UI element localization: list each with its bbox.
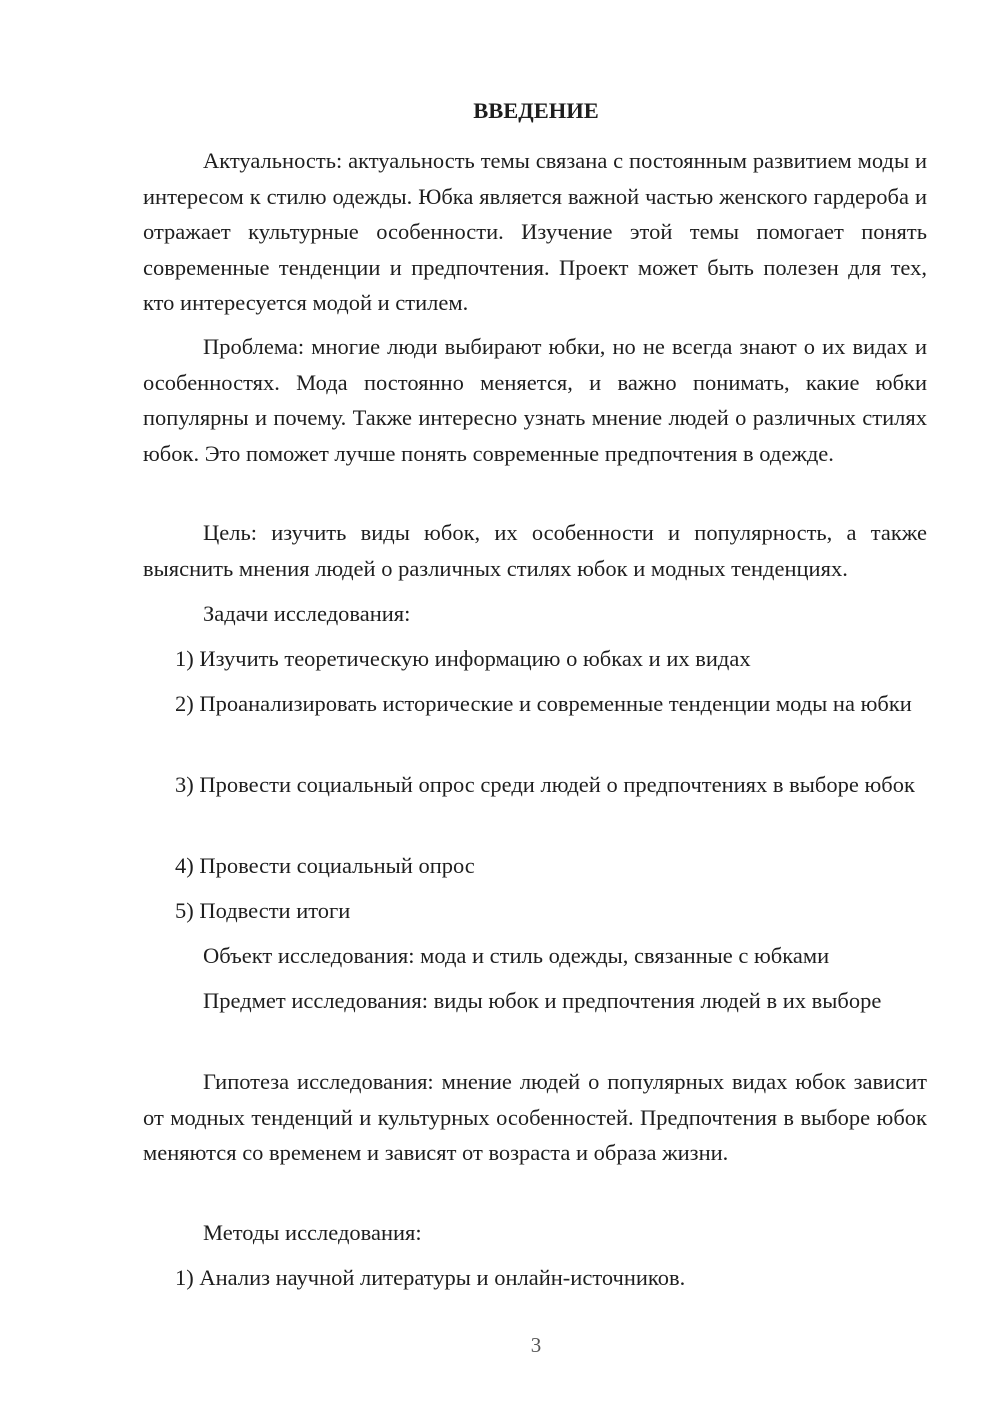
method-item-1: 1) Анализ научной литературы и онлайн-источников. [175, 1265, 686, 1290]
subject-paragraph: Предмет исследования: виды юбок и предпочтения людей в их выборе [203, 988, 882, 1013]
task-item-1: 1) Изучить теоретическую информацию о юбках и их видах [175, 646, 751, 671]
methods-heading: Методы исследования: [203, 1220, 422, 1245]
section-title: ВВЕДЕНИЕ [473, 98, 599, 123]
task-item-2: 2) Проанализировать исторические и современные тенденции моды на юбки [175, 691, 912, 716]
hypothesis-paragraph: Гипотеза исследования: мнение людей о популярных видах юбок зависит от модных тенденций и культурных особенностей. Предпочтения в выборе юбок меняются со временем и зависят от возраста и образа жизни. [143, 1069, 927, 1165]
task-item-5: 5) Подвести итоги [175, 898, 351, 923]
task-item-4: 4) Провести социальный опрос [175, 853, 475, 878]
object-paragraph: Объект исследования: мода и стиль одежды, связанные с юбками [203, 943, 830, 968]
relevance-paragraph: Актуальность: актуальность темы связана с постоянным развитием моды и интересом к стилю одежды. Юбка является важной частью женского гардероба и отражает культурные особенности. Изучение этой темы помогает понять современные тенденции и предпочтения. Проект может быть полезен для тех, кто интересуется модой и стилем. [143, 148, 927, 315]
problem-paragraph: Проблема: многие люди выбирают юбки, но не всегда знают о их видах и особенностях. Мода постоянно меняется, и важно понимать, какие юбки популярны и почему. Также интересно узнать мнение людей о различных стилях юбок. Это поможет лучше понять современные предпочтения в одежде. [143, 334, 927, 466]
goal-paragraph: Цель: изучить виды юбок, их особенности и популярность, а также выяснить мнения людей о различных стилях юбок и модных тенденциях. [143, 520, 927, 581]
tasks-heading: Задачи исследования: [203, 601, 411, 626]
page-number: 3 [530, 1333, 542, 1357]
task-item-3: 3) Провести социальный опрос среди людей о предпочтениях в выборе юбок [175, 772, 915, 797]
